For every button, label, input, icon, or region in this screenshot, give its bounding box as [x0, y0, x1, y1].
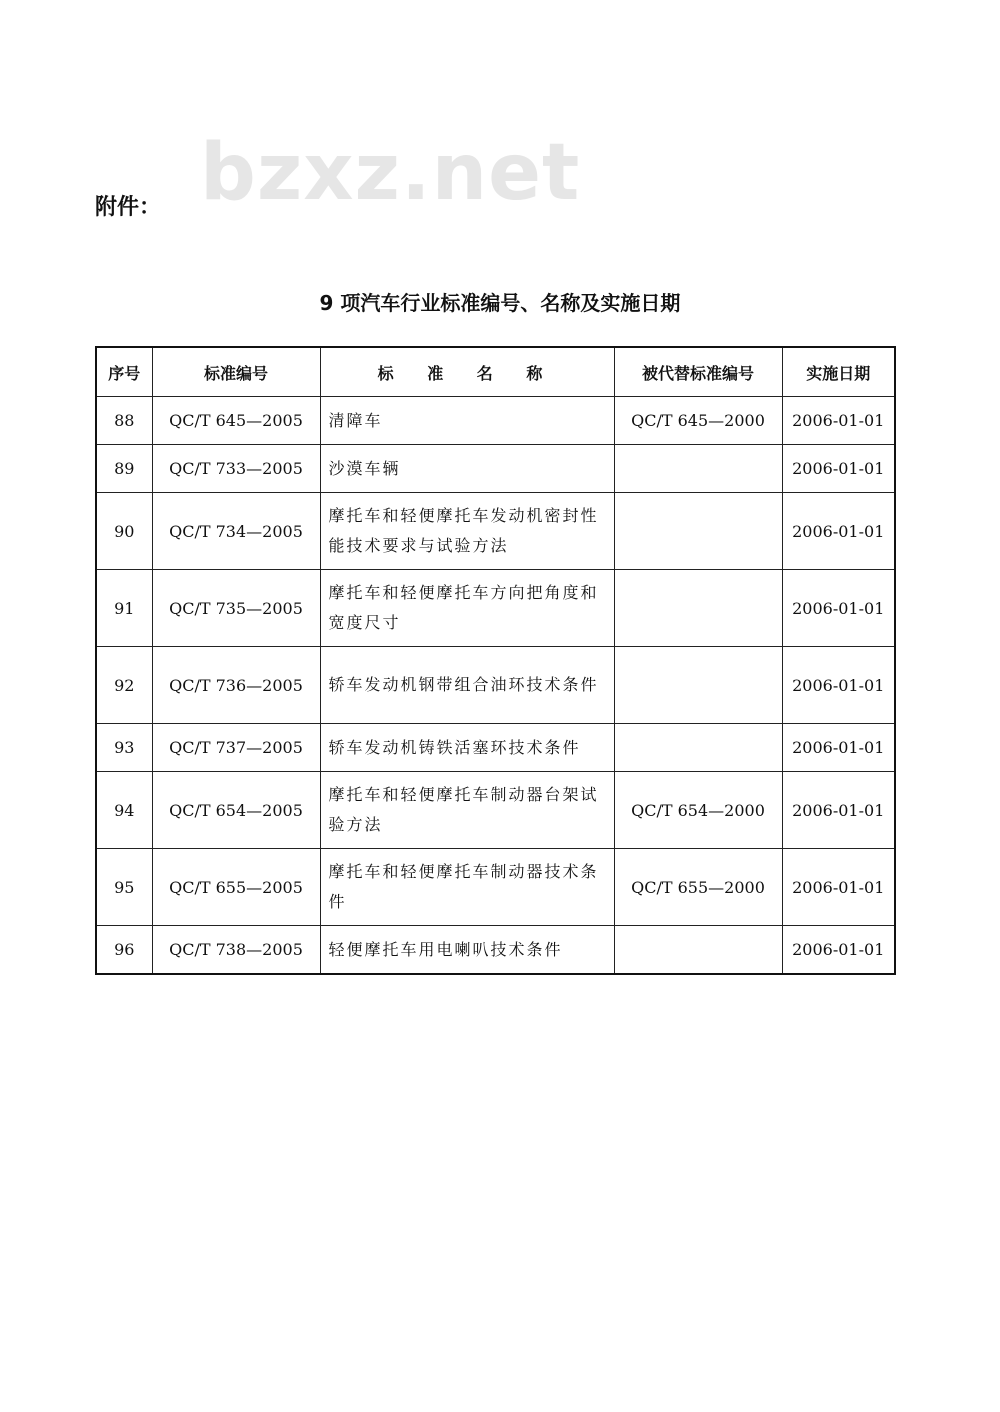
row-name: 轻便摩托车用电喇叭技术条件: [320, 926, 614, 975]
row-name: 摩托车和轻便摩托车制动器技术条件: [320, 849, 614, 926]
watermark-text: bzxz.net: [200, 128, 581, 218]
row-date: 2006-01-01: [782, 445, 895, 493]
row-no: 93: [96, 724, 152, 772]
table-row: [96, 772, 895, 849]
table-row: [96, 445, 895, 493]
table-row: [96, 570, 895, 647]
row-date: 2006-01-01: [782, 647, 895, 724]
row-date: 2006-01-01: [782, 397, 895, 445]
table-row: [96, 926, 895, 975]
row-date: 2006-01-01: [782, 772, 895, 849]
row-date: 2006-01-01: [782, 926, 895, 975]
table-row: [96, 493, 895, 570]
row-code: QC/T 738—2005: [152, 926, 320, 975]
row-replaced: [614, 493, 782, 570]
row-code: QC/T 655—2005: [152, 849, 320, 926]
row-code: QC/T 733—2005: [152, 445, 320, 493]
row-no: 88: [96, 397, 152, 445]
row-replaced: QC/T 655—2000: [614, 849, 782, 926]
row-no: 95: [96, 849, 152, 926]
row-name: 轿车发动机铸铁活塞环技术条件: [320, 724, 614, 772]
row-code: QC/T 735—2005: [152, 570, 320, 647]
attachment-label: 附件：: [95, 195, 162, 220]
row-no: 92: [96, 647, 152, 724]
table-row: [96, 849, 895, 926]
row-replaced: [614, 570, 782, 647]
row-replaced: [614, 926, 782, 975]
row-replaced: [614, 647, 782, 724]
row-date: 2006-01-01: [782, 724, 895, 772]
header-no: 序号: [96, 347, 152, 397]
standards-table: [95, 346, 896, 975]
row-no: 96: [96, 926, 152, 975]
row-no: 89: [96, 445, 152, 493]
table-row: [96, 724, 895, 772]
header-date: 实施日期: [782, 347, 895, 397]
row-replaced: QC/T 654—2000: [614, 772, 782, 849]
row-replaced: QC/T 645—2000: [614, 397, 782, 445]
row-no: 91: [96, 570, 152, 647]
row-code: QC/T 734—2005: [152, 493, 320, 570]
table-row: [96, 647, 895, 724]
row-name: 轿车发动机钢带组合油环技术条件: [320, 647, 614, 724]
row-no: 90: [96, 493, 152, 570]
row-name: 摩托车和轻便摩托车方向把角度和宽度尺寸: [320, 570, 614, 647]
table-row: [96, 397, 895, 445]
row-code: QC/T 654—2005: [152, 772, 320, 849]
row-replaced: [614, 445, 782, 493]
row-no: 94: [96, 772, 152, 849]
row-name: 清障车: [320, 397, 614, 445]
document-title: 9 项汽车行业标准编号、名称及实施日期: [319, 291, 681, 315]
row-date: 2006-01-01: [782, 493, 895, 570]
row-name: 摩托车和轻便摩托车制动器台架试验方法: [320, 772, 614, 849]
row-replaced: [614, 724, 782, 772]
row-name: 沙漠车辆: [320, 445, 614, 493]
header-replaced: 被代替标准编号: [614, 347, 782, 397]
row-name: 摩托车和轻便摩托车发动机密封性能技术要求与试验方法: [320, 493, 614, 570]
row-code: QC/T 736—2005: [152, 647, 320, 724]
table-header-row: [96, 347, 895, 397]
row-date: 2006-01-01: [782, 849, 895, 926]
header-code: 标准编号: [152, 347, 320, 397]
header-name: 标 准 名 称: [320, 347, 614, 397]
row-code: QC/T 737—2005: [152, 724, 320, 772]
row-code: QC/T 645—2005: [152, 397, 320, 445]
row-date: 2006-01-01: [782, 570, 895, 647]
